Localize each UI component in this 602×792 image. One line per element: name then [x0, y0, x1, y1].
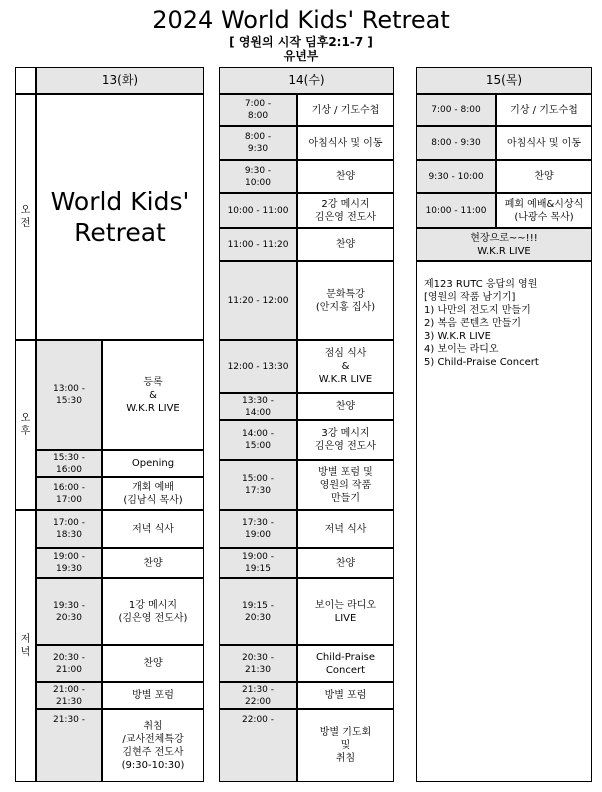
d14-event-5: 찬양	[297, 228, 394, 261]
d14-time-7: 12:00 - 13:30	[219, 340, 297, 393]
d13-time-8: 21:00 - 21:30	[36, 682, 102, 709]
d15-time-4: 10:00 - 11:00	[416, 193, 496, 228]
d13-time-1: 13:00 - 15:30	[36, 340, 102, 450]
d13-event-3: 개회 예배 (김남식 목사)	[102, 477, 204, 510]
page-title: 2024 World Kids' Retreat	[152, 6, 450, 34]
d13-event-8: 방별 포럼	[102, 682, 204, 709]
d14-event-11: 저녁 식사	[297, 510, 394, 548]
period-morning: 오 전	[15, 94, 36, 340]
day-header-13: 13(화)	[36, 67, 204, 94]
d14-time-4: 10:00 - 11:00	[219, 193, 297, 228]
d14-event-6: 문화특강 (안지홍 집사)	[297, 261, 394, 340]
d14-event-2: 아침식사 및 이동	[297, 126, 394, 160]
d13-event-6: 1강 메시지 (김은영 전도사)	[102, 578, 204, 645]
d13-event-5: 찬양	[102, 548, 204, 578]
d15-time-1: 7:00 - 8:00	[416, 94, 496, 126]
d14-time-11: 17:30 - 19:00	[219, 510, 297, 548]
d14-event-12: 찬양	[297, 548, 394, 578]
d14-event-9: 3강 메시지 김은영 전도사	[297, 420, 394, 460]
d15-time-3: 9:30 - 10:00	[416, 160, 496, 193]
d14-event-16: 방별 기도회 및 취침	[297, 709, 394, 782]
d14-time-15: 21:30 - 22:00	[219, 682, 297, 709]
d14-event-14: Child-Praise Concert	[297, 645, 394, 682]
d14-time-6: 11:20 - 12:00	[219, 261, 297, 340]
day-header-15: 15(목)	[416, 67, 592, 94]
d13-event-2: Opening	[102, 450, 204, 477]
d15-live: 현장으로~~!!! W.K.R LIVE	[416, 228, 592, 261]
d14-event-7: 점심 식사 & W.K.R LIVE	[297, 340, 394, 393]
theme-subtitle: [ 영원의 시작 딤후2:1-7 ]	[229, 35, 373, 49]
retreat-banner: World Kids' Retreat	[36, 94, 204, 340]
d13-time-9: 21:30 -	[36, 709, 102, 782]
d14-time-2: 8:00 - 9:30	[219, 126, 297, 160]
d13-time-7: 20:30 - 21:00	[36, 645, 102, 682]
d14-event-10: 방별 포럼 및 영원의 작품 만들기	[297, 460, 394, 510]
d15-time-2: 8:00 - 9:30	[416, 126, 496, 160]
d13-event-1: 등록 & W.K.R LIVE	[102, 340, 204, 450]
d14-time-12: 19:00 - 19:15	[219, 548, 297, 578]
d14-time-3: 9:30 - 10:00	[219, 160, 297, 193]
period-afternoon: 오 후	[15, 340, 36, 510]
d14-time-14: 20:30 - 21:30	[219, 645, 297, 682]
d14-time-5: 11:00 - 11:20	[219, 228, 297, 261]
d13-time-5: 19:00 - 19:30	[36, 548, 102, 578]
period-evening: 저 녁	[15, 510, 36, 782]
d14-time-10: 15:00 - 17:30	[219, 460, 297, 510]
d14-time-1: 7:00 - 8:00	[219, 94, 297, 126]
d14-event-13: 보이는 라디오 LIVE	[297, 578, 394, 645]
d13-time-3: 16:00 - 17:00	[36, 477, 102, 510]
d15-event-2: 아침식사 및 이동	[496, 126, 592, 160]
d14-event-3: 찬양	[297, 160, 394, 193]
d15-event-1: 기상 / 기도수첩	[496, 94, 592, 126]
d14-time-13: 19:15 - 20:30	[219, 578, 297, 645]
d13-time-6: 19:30 - 20:30	[36, 578, 102, 645]
d14-time-16: 22:00 -	[219, 709, 297, 782]
d13-event-4: 저녁 식사	[102, 510, 204, 548]
d14-event-15: 방별 포럼	[297, 682, 394, 709]
d14-time-9: 14:00 - 15:00	[219, 420, 297, 460]
d13-event-9: 취침 /교사전체특강 김현주 전도사 (9:30-10:30)	[102, 709, 204, 782]
d13-time-4: 17:00 - 18:30	[36, 510, 102, 548]
d14-event-8: 찬양	[297, 393, 394, 420]
d14-time-8: 13:30 - 14:00	[219, 393, 297, 420]
d15-note: 제123 RUTC 응답의 영원 [영원의 작품 남기기] 1) 나만의 전도지 만들기 2) 복음 콘텐츠 만들기 3) W.K.R LIVE 4) 보이는 라디오 5) Child-Praise Concert	[424, 279, 539, 368]
d13-time-2: 15:30 - 16:00	[36, 450, 102, 477]
day-header-14: 14(수)	[219, 67, 394, 94]
d14-event-1: 기상 / 기도수첩	[297, 94, 394, 126]
d13-event-7: 찬양	[102, 645, 204, 682]
corner-cell	[15, 67, 36, 94]
division-label: 유년부	[283, 49, 319, 63]
d15-event-4: 폐회 예배&시상식 (나광수 목사)	[496, 193, 592, 228]
d15-event-3: 찬양	[496, 160, 592, 193]
d14-event-4: 2강 메시지 김은영 전도사	[297, 193, 394, 228]
